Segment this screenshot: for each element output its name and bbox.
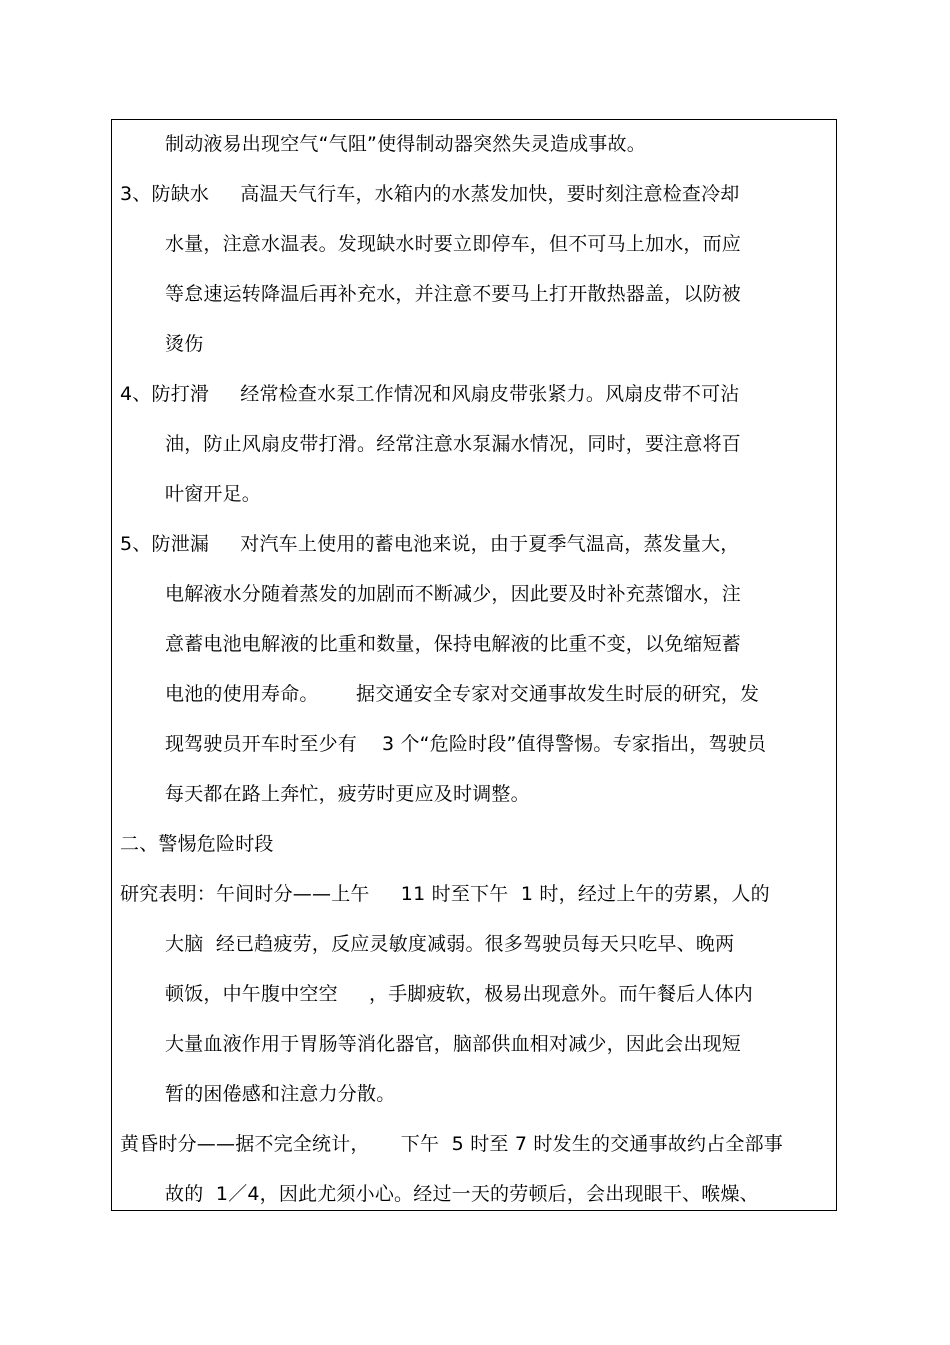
text-line: 大量血液作用于胃肠等消化器官，脑部供血相对减少，因此会出现短 — [165, 1033, 742, 1055]
section-heading: 4、防打滑 经常检查水泵工作情况和风扇皮带张紧力。风扇皮带不可沾 — [120, 383, 740, 405]
text-line: 研究表明：午间时分——上午 11 时至下午 1 时，经过上午的劳累，人的 — [120, 883, 770, 905]
text-line: 顿饭，中午腹中空空 ，手脚疲软，极易出现意外。而午餐后人体内 — [165, 983, 753, 1005]
text-line: 制动液易出现空气“气阻”使得制动器突然失灵造成事故。 — [165, 133, 646, 155]
text-line: 现驾驶员开车时至少有 3 个“危险时段”值得警惕。专家指出，驾驶员 — [165, 733, 767, 755]
text-line: 暂的困倦感和注意力分散。 — [165, 1083, 396, 1105]
text-line: 故的 1／4，因此尤须小心。经过一天的劳顿后，会出现眼干、喉燥、 — [165, 1183, 759, 1205]
text-line: 大脑 经已趋疲劳，反应灵敏度减弱。很多驾驶员每天只吃早、晚两 — [165, 933, 735, 955]
section-heading: 5、防泄漏 对汽车上使用的蓄电池来说，由于夏季气温高，蒸发量大， — [120, 533, 740, 555]
text-line: 叶窗开足。 — [165, 483, 262, 505]
section-heading: 二、警惕危险时段 — [120, 833, 274, 855]
text-line: 黄昏时分——据不完全统计， 下午 5 时至 7 时发生的交通事故约占全部事 — [120, 1133, 783, 1155]
text-line: 烫伤 — [165, 333, 204, 355]
text-line: 油，防止风扇皮带打滑。经常注意水泵漏水情况，同时，要注意将百 — [165, 433, 742, 455]
text-line: 电池的使用寿命。 据交通安全专家对交通事故发生时辰的研究，发 — [165, 683, 760, 705]
text-line: 电解液水分随着蒸发的加剧而不断减少，因此要及时补充蒸馏水，注 — [165, 583, 742, 605]
text-line: 等怠速运转降温后再补充水，并注意不要马上打开散热器盖，以防被 — [165, 283, 742, 305]
text-line: 每天都在路上奔忙，疲劳时更应及时调整。 — [165, 783, 530, 805]
text-line: 水量，注意水温表。发现缺水时要立即停车，但不可马上加水，而应 — [165, 233, 742, 255]
section-heading: 3、防缺水 高温天气行车，水箱内的水蒸发加快，要时刻注意检查冷却 — [120, 183, 740, 205]
text-line: 意蓄电池电解液的比重和数量，保持电解液的比重不变，以免缩短蓄 — [165, 633, 742, 655]
